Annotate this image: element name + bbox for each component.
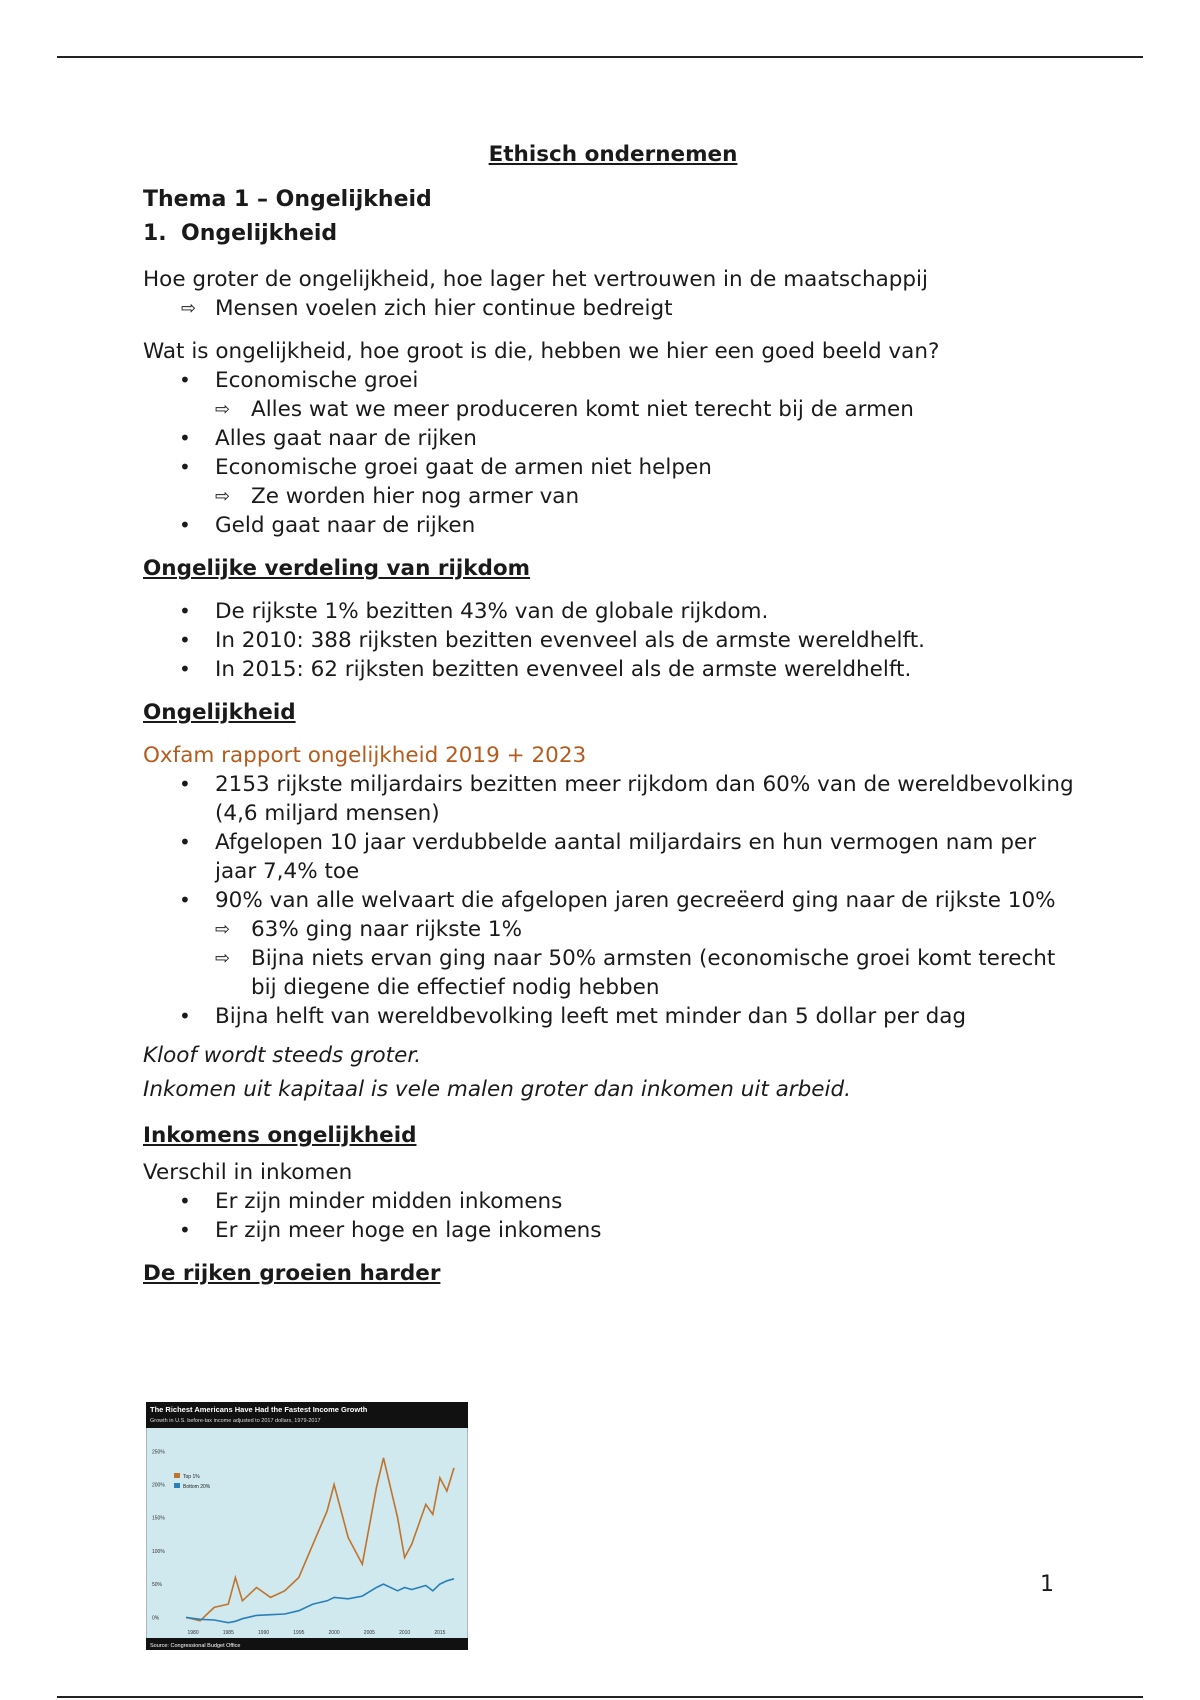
x-tick-label: 1995	[293, 1630, 305, 1636]
list-item: • In 2015: 62 rijksten bezitten evenveel als de armste wereldhelft.	[143, 655, 1083, 684]
list-item: • Economische groei	[143, 366, 1083, 395]
list-item: • Afgelopen 10 jaar verdubbelde aantal miljardairs en hun vermogen nam per jaar 7,4% toe	[143, 828, 1083, 886]
wealth-heading: Ongelijke verdeling van rijkdom	[143, 556, 531, 581]
y-tick-label: 50%	[152, 1582, 163, 1589]
italic-note: Kloof wordt steeds groter.	[143, 1043, 422, 1068]
page-number: 1	[1040, 1572, 1054, 1597]
chart-title: The Richest Americans Have Had the Fastest Income Growth	[150, 1405, 368, 1414]
italic-note: Inkomen uit kapitaal is vele malen groter dan inkomen uit arbeid.	[143, 1077, 851, 1102]
y-tick-label: 150%	[152, 1515, 165, 1522]
y-tick-label: 200%	[152, 1482, 165, 1489]
list-item: • In 2010: 388 rijksten bezitten evenveel als de armste wereldhelft.	[143, 626, 1083, 655]
section-title: Ongelijkheid	[181, 221, 338, 246]
y-tick-label: 250%	[152, 1449, 165, 1456]
section-heading	[143, 217, 1083, 251]
x-tick-label: 2005	[363, 1630, 375, 1636]
y-tick-label: 0%	[152, 1615, 160, 1622]
legend-label: Top 1%	[183, 1474, 200, 1480]
list-item: • Er zijn minder midden inkomens	[143, 1187, 1083, 1216]
list-item: • Alles gaat naar de rijken	[143, 424, 1083, 453]
bottom-rule	[57, 1696, 1143, 1698]
intro-arrow-item: ⇨ Mensen voelen zich hier continue bedreigt	[143, 294, 1083, 323]
y-tick-label: 100%	[152, 1548, 165, 1555]
x-tick-label: 1985	[222, 1630, 234, 1636]
x-tick-label: 1990	[258, 1630, 270, 1636]
list-item: • Er zijn meer hoge en lage inkomens	[143, 1216, 1083, 1245]
arrow-item: ⇨ Alles wat we meer produceren komt niet terecht bij de armen	[143, 395, 1083, 424]
x-tick-label: 2015	[434, 1630, 446, 1636]
ongelijkheid-heading: Ongelijkheid	[143, 700, 296, 725]
question-line: Wat is ongelijkheid, hoe groot is die, hebben we hier een goed beeld van?	[143, 339, 940, 364]
arrow-item: ⇨ Bijna niets ervan ging naar 50% armsten (economische groei komt terecht bij diegene die effectief nodig hebben	[143, 944, 1083, 1002]
list-item: • Bijna helft van wereldbevolking leeft met minder dan 5 dollar per dag	[143, 1002, 1083, 1031]
chart-subtitle: Growth in U.S. before-tax income adjusted to 2017 dollars, 1979-2017	[150, 1418, 321, 1424]
inkomens-line: Verschil in inkomen	[143, 1160, 353, 1185]
top-rule	[57, 56, 1143, 58]
x-tick-label: 2010	[399, 1630, 411, 1636]
chart-background	[146, 1402, 468, 1650]
list-item: • 2153 rijkste miljardairs bezitten meer rijkdom dan 60% van de wereldbevolking (4,6 miljard mensen)	[143, 770, 1083, 828]
arrow-item: ⇨ 63% ging naar rijkste 1%	[143, 915, 1083, 944]
oxfam-link-text: Oxfam rapport ongelijkheid 2019 + 2023	[143, 743, 587, 768]
theme-heading: Thema 1 – Ongelijkheid	[143, 187, 432, 212]
section-number: 1.	[143, 221, 167, 246]
arrow-item: ⇨ Ze worden hier nog armer van	[143, 482, 1083, 511]
document-page	[143, 140, 1083, 1302]
income-growth-chart	[146, 1402, 468, 1650]
x-tick-label: 1980	[187, 1630, 199, 1636]
legend-label: Bottom 20%	[183, 1484, 211, 1490]
intro-line: Hoe groter de ongelijkheid, hoe lager het vertrouwen in de maatschappij	[143, 267, 928, 292]
legend-swatch	[174, 1483, 180, 1488]
rijken-heading: De rijken groeien harder	[143, 1261, 441, 1286]
chart-source: Source: Congressional Budget Office	[150, 1643, 241, 1649]
inkomens-heading: Inkomens ongelijkheid	[143, 1123, 417, 1148]
x-tick-label: 2000	[328, 1630, 340, 1636]
document-title: Ethisch ondernemen	[488, 142, 738, 167]
legend-swatch	[174, 1473, 180, 1478]
list-item: • Economische groei gaat de armen niet helpen	[143, 453, 1083, 482]
list-item: • De rijkste 1% bezitten 43% van de globale rijkdom.	[143, 597, 1083, 626]
list-item: • Geld gaat naar de rijken	[143, 511, 1083, 540]
list-item: • 90% van alle welvaart die afgelopen jaren gecreëerd ging naar de rijkste 10%	[143, 886, 1083, 915]
